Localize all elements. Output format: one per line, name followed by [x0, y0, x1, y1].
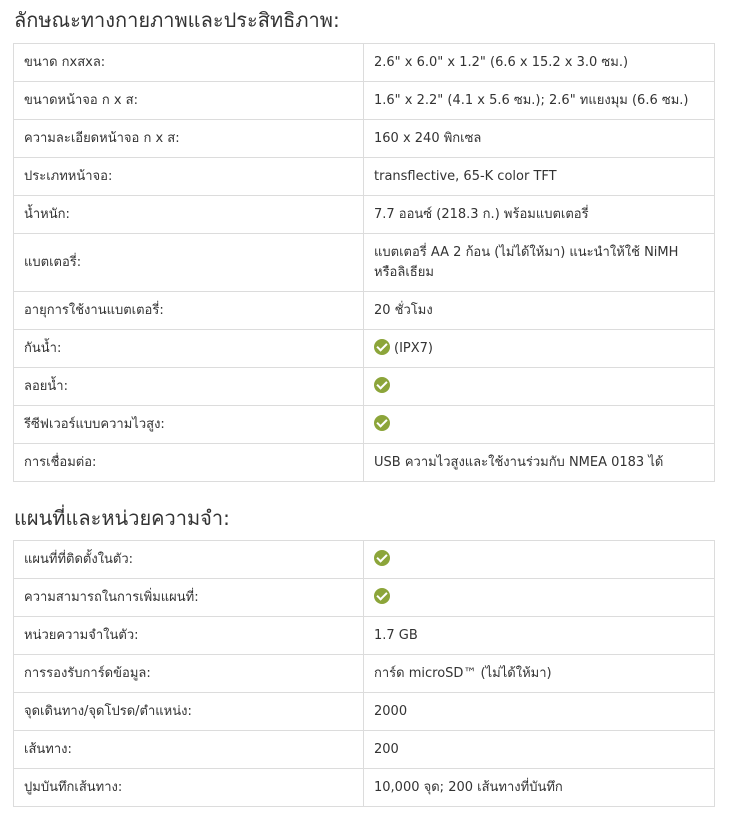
spec-label: การเชื่อมต่อ:: [14, 444, 364, 482]
spec-label: ประเภทหน้าจอ:: [14, 158, 364, 196]
table-row: [14, 330, 715, 368]
spec-label: แผนที่ที่ติดตั้งในตัว:: [14, 541, 364, 579]
spec-label: อายุการใช้งานแบตเตอรี่:: [14, 292, 364, 330]
spec-value: [364, 406, 715, 444]
spec-label: ขนาดหน้าจอ ก x ส:: [14, 82, 364, 120]
table-row: [14, 292, 715, 330]
table-row: [14, 769, 715, 807]
spec-table-maps-memory: [13, 540, 715, 807]
spec-table-physical: [13, 43, 715, 482]
spec-label: หน่วยความจำในตัว:: [14, 617, 364, 655]
table-row: [14, 655, 715, 693]
spec-value: [364, 368, 715, 406]
table-row: [14, 444, 715, 482]
table-row: [14, 196, 715, 234]
spec-label: เส้นทาง:: [14, 731, 364, 769]
spec-value: [364, 541, 715, 579]
table-row: [14, 693, 715, 731]
table-row: [14, 158, 715, 196]
spec-value: 1.6" x 2.2" (4.1 x 5.6 ซม.); 2.6" ทแยงมุม (6.6 ซม.): [364, 82, 715, 120]
spec-value: transflective, 65-K color TFT: [364, 158, 715, 196]
check-circle-icon: [374, 550, 390, 566]
spec-value: [364, 330, 715, 368]
check-circle-icon: [374, 377, 390, 393]
spec-label: ปูมบันทึกเส้นทาง:: [14, 769, 364, 807]
check-circle-icon: [374, 339, 390, 355]
table-row: [14, 579, 715, 617]
spec-value: 10,000 จุด; 200 เส้นทางที่บันทึก: [364, 769, 715, 807]
spec-label: จุดเดินทาง/จุดโปรด/ตำแหน่ง:: [14, 693, 364, 731]
table-row: [14, 234, 715, 292]
spec-label: แบตเตอรี่:: [14, 234, 364, 292]
spec-value: 2.6" x 6.0" x 1.2" (6.6 x 15.2 x 3.0 ซม.): [364, 44, 715, 82]
spec-value-text: (IPX7): [394, 340, 433, 356]
table-row: [14, 82, 715, 120]
table-row: [14, 406, 715, 444]
table-row: [14, 44, 715, 82]
spec-label: ลอยน้ำ:: [14, 368, 364, 406]
spec-label: ความสามารถในการเพิ่มแผนที่:: [14, 579, 364, 617]
check-circle-icon: [374, 588, 390, 604]
spec-value: การ์ด microSD™ (ไม่ได้ให้มา): [364, 655, 715, 693]
spec-label: ความละเอียดหน้าจอ ก x ส:: [14, 120, 364, 158]
table-row: [14, 617, 715, 655]
spec-label: การรองรับการ์ดข้อมูล:: [14, 655, 364, 693]
spec-label: รีซีฟเวอร์แบบความไวสูง:: [14, 406, 364, 444]
section-title-maps-memory: แผนที่และหน่วยความจำ:: [14, 506, 230, 530]
table-row: [14, 731, 715, 769]
spec-value: 7.7 ออนซ์ (218.3 ก.) พร้อมแบตเตอรี่: [364, 196, 715, 234]
spec-label: กันน้ำ:: [14, 330, 364, 368]
spec-value: 200: [364, 731, 715, 769]
section-title-physical: ลักษณะทางกายภาพและประสิทธิภาพ:: [14, 8, 340, 32]
spec-value: แบตเตอรี่ AA 2 ก้อน (ไม่ได้ให้มา) แนะนำให้ใช้ NiMH หรือลิเธียม: [364, 234, 715, 292]
check-circle-icon: [374, 415, 390, 431]
table-row: [14, 120, 715, 158]
spec-value: 160 x 240 พิกเซล: [364, 120, 715, 158]
table-row: [14, 368, 715, 406]
spec-value: USB ความไวสูงและใช้งานร่วมกับ NMEA 0183 ได้: [364, 444, 715, 482]
spec-label: น้ำหนัก:: [14, 196, 364, 234]
spec-value: 1.7 GB: [364, 617, 715, 655]
spec-label: ขนาด กxสxล:: [14, 44, 364, 82]
spec-value: [364, 579, 715, 617]
spec-value: 20 ชั่วโมง: [364, 292, 715, 330]
table-row: [14, 541, 715, 579]
spec-value: 2000: [364, 693, 715, 731]
